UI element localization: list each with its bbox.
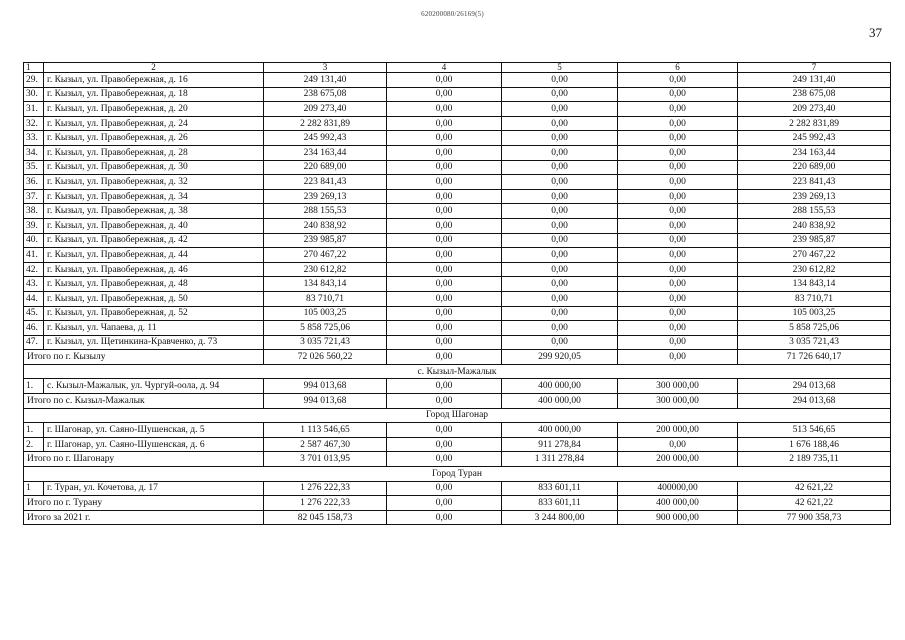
value-cell-c5: 0,00 xyxy=(502,73,618,88)
value-cell-c7: 249 131,40 xyxy=(738,73,891,88)
table-row xyxy=(24,160,891,175)
value-cell-c3: 238 675,08 xyxy=(264,87,387,102)
value-cell-c5: 0,00 xyxy=(502,321,618,336)
subtotal-label: Итого по г. Шагонару xyxy=(24,452,264,467)
column-number: 3 xyxy=(264,63,387,73)
row-number: 1 xyxy=(24,481,44,496)
value-cell-c3: 239 269,13 xyxy=(264,189,387,204)
table-row xyxy=(24,87,891,102)
table-row xyxy=(24,248,891,263)
value-cell-c3: 234 163,44 xyxy=(264,145,387,160)
value-cell-c4: 0,00 xyxy=(387,145,502,160)
value-cell-c4: 0,00 xyxy=(387,233,502,248)
address-cell: г. Шагонар, ул. Саяно-Шушенская, д. 5 xyxy=(44,423,264,438)
value-cell-c4: 0,00 xyxy=(387,87,502,102)
address-cell: г. Кызыл, ул. Правобережная, д. 34 xyxy=(44,189,264,204)
address-cell: г. Кызыл, ул. Правобережная, д. 24 xyxy=(44,116,264,131)
value-cell-c3: 240 838,92 xyxy=(264,218,387,233)
table-row xyxy=(24,321,891,336)
value-cell-c5: 0,00 xyxy=(502,189,618,204)
section-header-row xyxy=(24,364,891,379)
value-cell-c4: 0,00 xyxy=(387,306,502,321)
grand-total-value-c5: 3 244 800,00 xyxy=(502,510,618,525)
row-number: 34. xyxy=(24,145,44,160)
value-cell-c7: 239 269,13 xyxy=(738,189,891,204)
column-number: 5 xyxy=(502,63,618,73)
value-cell-c5: 0,00 xyxy=(502,277,618,292)
table-row xyxy=(24,145,891,160)
subtotal-row xyxy=(24,496,891,511)
value-cell-c5: 0,00 xyxy=(502,175,618,190)
subtotal-value-c5: 1 311 278,84 xyxy=(502,452,618,467)
subtotal-value-c6: 300 000,00 xyxy=(618,394,738,409)
value-cell-c3: 230 612,82 xyxy=(264,262,387,277)
row-number: 36. xyxy=(24,175,44,190)
value-cell-c4: 0,00 xyxy=(387,379,502,394)
value-cell-c7: 3 035 721,43 xyxy=(738,335,891,350)
grand-total-label: Итого за 2021 г. xyxy=(24,510,264,525)
subtotal-value-c5: 400 000,00 xyxy=(502,394,618,409)
table-row xyxy=(24,437,891,452)
table-row xyxy=(24,233,891,248)
value-cell-c3: 105 003,25 xyxy=(264,306,387,321)
section-title: с. Кызыл-Мажалык xyxy=(24,364,891,379)
value-cell-c3: 83 710,71 xyxy=(264,291,387,306)
value-cell-c5: 0,00 xyxy=(502,335,618,350)
grand-total-value-c4: 0,00 xyxy=(387,510,502,525)
value-cell-c7: 105 003,25 xyxy=(738,306,891,321)
row-number: 29. xyxy=(24,73,44,88)
value-cell-c4: 0,00 xyxy=(387,175,502,190)
value-cell-c4: 0,00 xyxy=(387,481,502,496)
grand-total-value-c7: 77 900 358,73 xyxy=(738,510,891,525)
table-row xyxy=(24,102,891,117)
address-cell: г. Кызыл, ул. Правобережная, д. 20 xyxy=(44,102,264,117)
value-cell-c6: 0,00 xyxy=(618,233,738,248)
subtotal-value-c4: 0,00 xyxy=(387,350,502,365)
value-cell-c3: 2 587 467,30 xyxy=(264,437,387,452)
row-number: 1. xyxy=(24,423,44,438)
value-cell-c6: 0,00 xyxy=(618,248,738,263)
row-number: 40. xyxy=(24,233,44,248)
address-cell: г. Кызыл, ул. Правобережная, д. 26 xyxy=(44,131,264,146)
address-cell: г. Кызыл, ул. Правобережная, д. 38 xyxy=(44,204,264,219)
value-cell-c5: 0,00 xyxy=(502,87,618,102)
value-cell-c4: 0,00 xyxy=(387,321,502,336)
value-cell-c6: 0,00 xyxy=(618,160,738,175)
value-cell-c6: 0,00 xyxy=(618,277,738,292)
value-cell-c5: 400 000,00 xyxy=(502,379,618,394)
table-row xyxy=(24,116,891,131)
document-id: 620200080/26169(5) xyxy=(421,10,484,18)
value-cell-c5: 0,00 xyxy=(502,233,618,248)
row-number: 31. xyxy=(24,102,44,117)
table-row xyxy=(24,291,891,306)
column-number: 7 xyxy=(738,63,891,73)
value-cell-c5: 0,00 xyxy=(502,160,618,175)
value-cell-c3: 239 985,87 xyxy=(264,233,387,248)
address-cell: г. Кызыл, ул. Правобережная, д. 48 xyxy=(44,277,264,292)
value-cell-c6: 0,00 xyxy=(618,204,738,219)
subtotal-row xyxy=(24,394,891,409)
subtotal-value-c6: 200 000,00 xyxy=(618,452,738,467)
row-number: 43. xyxy=(24,277,44,292)
value-cell-c3: 288 155,53 xyxy=(264,204,387,219)
value-cell-c3: 223 841,43 xyxy=(264,175,387,190)
value-cell-c6: 0,00 xyxy=(618,189,738,204)
table-row xyxy=(24,262,891,277)
value-cell-c3: 1 113 546,65 xyxy=(264,423,387,438)
address-cell: г. Кызыл, ул. Правобережная, д. 28 xyxy=(44,145,264,160)
row-number: 46. xyxy=(24,321,44,336)
value-cell-c5: 0,00 xyxy=(502,291,618,306)
address-cell: г. Кызыл, ул. Чапаева, д. 11 xyxy=(44,321,264,336)
subtotal-label: Итого по г. Кызылу xyxy=(24,350,264,365)
value-cell-c6: 0,00 xyxy=(618,321,738,336)
value-cell-c4: 0,00 xyxy=(387,218,502,233)
grand-total-row xyxy=(24,510,891,525)
subtotal-value-c7: 71 726 640,17 xyxy=(738,350,891,365)
table-row xyxy=(24,189,891,204)
grand-total-value-c3: 82 045 158,73 xyxy=(264,510,387,525)
value-cell-c7: 238 675,08 xyxy=(738,87,891,102)
subtotal-value-c6: 0,00 xyxy=(618,350,738,365)
address-cell: г. Кызыл, ул. Правобережная, д. 16 xyxy=(44,73,264,88)
value-cell-c7: 240 838,92 xyxy=(738,218,891,233)
value-cell-c6: 0,00 xyxy=(618,437,738,452)
value-cell-c6: 0,00 xyxy=(618,291,738,306)
subtotal-value-c3: 3 701 013,95 xyxy=(264,452,387,467)
value-cell-c5: 833 601,11 xyxy=(502,481,618,496)
value-cell-c5: 0,00 xyxy=(502,262,618,277)
value-cell-c5: 0,00 xyxy=(502,102,618,117)
row-number: 35. xyxy=(24,160,44,175)
row-number: 38. xyxy=(24,204,44,219)
table-row xyxy=(24,218,891,233)
value-cell-c6: 400000,00 xyxy=(618,481,738,496)
value-cell-c5: 0,00 xyxy=(502,145,618,160)
value-cell-c7: 1 676 188,46 xyxy=(738,437,891,452)
value-cell-c7: 134 843,14 xyxy=(738,277,891,292)
summary-table xyxy=(23,62,891,525)
subtotal-value-c7: 2 189 735,11 xyxy=(738,452,891,467)
subtotal-value-c4: 0,00 xyxy=(387,394,502,409)
value-cell-c7: 239 985,87 xyxy=(738,233,891,248)
value-cell-c4: 0,00 xyxy=(387,248,502,263)
column-number: 2 xyxy=(44,63,264,73)
value-cell-c7: 234 163,44 xyxy=(738,145,891,160)
row-number: 47. xyxy=(24,335,44,350)
address-cell: г. Туран, ул. Кочетова, д. 17 xyxy=(44,481,264,496)
value-cell-c4: 0,00 xyxy=(387,277,502,292)
value-cell-c7: 513 546,65 xyxy=(738,423,891,438)
value-cell-c3: 994 013,68 xyxy=(264,379,387,394)
value-cell-c3: 270 467,22 xyxy=(264,248,387,263)
value-cell-c3: 209 273,40 xyxy=(264,102,387,117)
value-cell-c3: 1 276 222,33 xyxy=(264,481,387,496)
row-number: 41. xyxy=(24,248,44,263)
address-cell: г. Шагонар, ул. Саяно-Шушенская, д. 6 xyxy=(44,437,264,452)
subtotal-value-c5: 299 920,05 xyxy=(502,350,618,365)
value-cell-c6: 0,00 xyxy=(618,218,738,233)
row-number: 37. xyxy=(24,189,44,204)
subtotal-label: Итого по г. Турану xyxy=(24,496,264,511)
subtotal-label: Итого по с. Кызыл-Мажалык xyxy=(24,394,264,409)
value-cell-c6: 300 000,00 xyxy=(618,379,738,394)
value-cell-c3: 3 035 721,43 xyxy=(264,335,387,350)
value-cell-c4: 0,00 xyxy=(387,335,502,350)
table-row xyxy=(24,204,891,219)
row-number: 30. xyxy=(24,87,44,102)
value-cell-c4: 0,00 xyxy=(387,160,502,175)
table-row xyxy=(24,277,891,292)
value-cell-c5: 0,00 xyxy=(502,131,618,146)
value-cell-c3: 249 131,40 xyxy=(264,73,387,88)
row-number: 2. xyxy=(24,437,44,452)
subtotal-value-c5: 833 601,11 xyxy=(502,496,618,511)
value-cell-c7: 209 273,40 xyxy=(738,102,891,117)
value-cell-c3: 220 689,00 xyxy=(264,160,387,175)
value-cell-c6: 0,00 xyxy=(618,145,738,160)
value-cell-c3: 245 992,43 xyxy=(264,131,387,146)
value-cell-c3: 2 282 831,89 xyxy=(264,116,387,131)
row-number: 39. xyxy=(24,218,44,233)
address-cell: г. Кызыл, ул. Правобережная, д. 42 xyxy=(44,233,264,248)
value-cell-c3: 5 858 725,06 xyxy=(264,321,387,336)
subtotal-row xyxy=(24,350,891,365)
address-cell: г. Кызыл, ул. Щетинкина-Кравченко, д. 73 xyxy=(44,335,264,350)
subtotal-value-c4: 0,00 xyxy=(387,496,502,511)
value-cell-c6: 0,00 xyxy=(618,175,738,190)
value-cell-c5: 0,00 xyxy=(502,248,618,263)
section-title: Город Туран xyxy=(24,467,891,482)
table-body xyxy=(24,63,891,525)
row-number: 32. xyxy=(24,116,44,131)
value-cell-c4: 0,00 xyxy=(387,189,502,204)
row-number: 44. xyxy=(24,291,44,306)
value-cell-c5: 400 000,00 xyxy=(502,423,618,438)
section-title: Город Шагонар xyxy=(24,408,891,423)
value-cell-c4: 0,00 xyxy=(387,204,502,219)
address-cell: г. Кызыл, ул. Правобережная, д. 32 xyxy=(44,175,264,190)
value-cell-c3: 134 843,14 xyxy=(264,277,387,292)
page-number: 37 xyxy=(869,25,882,40)
value-cell-c6: 0,00 xyxy=(618,131,738,146)
value-cell-c4: 0,00 xyxy=(387,291,502,306)
column-number: 4 xyxy=(387,63,502,73)
value-cell-c6: 200 000,00 xyxy=(618,423,738,438)
table-row xyxy=(24,175,891,190)
value-cell-c4: 0,00 xyxy=(387,102,502,117)
grand-total-value-c6: 900 000,00 xyxy=(618,510,738,525)
subtotal-value-c6: 400 000,00 xyxy=(618,496,738,511)
value-cell-c4: 0,00 xyxy=(387,262,502,277)
value-cell-c5: 911 278,84 xyxy=(502,437,618,452)
value-cell-c7: 270 467,22 xyxy=(738,248,891,263)
table-row xyxy=(24,73,891,88)
value-cell-c7: 83 710,71 xyxy=(738,291,891,306)
table-row xyxy=(24,481,891,496)
value-cell-c6: 0,00 xyxy=(618,102,738,117)
row-number: 42. xyxy=(24,262,44,277)
value-cell-c7: 2 282 831,89 xyxy=(738,116,891,131)
table-row xyxy=(24,306,891,321)
value-cell-c7: 230 612,82 xyxy=(738,262,891,277)
value-cell-c7: 220 689,00 xyxy=(738,160,891,175)
value-cell-c5: 0,00 xyxy=(502,306,618,321)
value-cell-c4: 0,00 xyxy=(387,131,502,146)
value-cell-c7: 288 155,53 xyxy=(738,204,891,219)
value-cell-c4: 0,00 xyxy=(387,116,502,131)
subtotal-value-c4: 0,00 xyxy=(387,452,502,467)
value-cell-c6: 0,00 xyxy=(618,262,738,277)
value-cell-c7: 223 841,43 xyxy=(738,175,891,190)
address-cell: г. Кызыл, ул. Правобережная, д. 18 xyxy=(44,87,264,102)
value-cell-c7: 5 858 725,06 xyxy=(738,321,891,336)
value-cell-c5: 0,00 xyxy=(502,218,618,233)
column-number-row xyxy=(24,63,891,73)
column-number: 6 xyxy=(618,63,738,73)
value-cell-c6: 0,00 xyxy=(618,306,738,321)
table-row xyxy=(24,379,891,394)
section-header-row xyxy=(24,408,891,423)
address-cell: г. Кызыл, ул. Правобережная, д. 52 xyxy=(44,306,264,321)
row-number: 33. xyxy=(24,131,44,146)
row-number: 45. xyxy=(24,306,44,321)
subtotal-value-c7: 294 013,68 xyxy=(738,394,891,409)
address-cell: г. Кызыл, ул. Правобережная, д. 46 xyxy=(44,262,264,277)
value-cell-c4: 0,00 xyxy=(387,423,502,438)
value-cell-c5: 0,00 xyxy=(502,204,618,219)
value-cell-c4: 0,00 xyxy=(387,437,502,452)
address-cell: с. Кызыл-Мажалык, ул. Чургуй-оола, д. 94 xyxy=(44,379,264,394)
subtotal-row xyxy=(24,452,891,467)
subtotal-value-c3: 72 026 560,22 xyxy=(264,350,387,365)
value-cell-c7: 294 013,68 xyxy=(738,379,891,394)
table-row xyxy=(24,335,891,350)
value-cell-c7: 42 621,22 xyxy=(738,481,891,496)
subtotal-value-c3: 1 276 222,33 xyxy=(264,496,387,511)
value-cell-c6: 0,00 xyxy=(618,73,738,88)
value-cell-c7: 245 992,43 xyxy=(738,131,891,146)
address-cell: г. Кызыл, ул. Правобережная, д. 40 xyxy=(44,218,264,233)
address-cell: г. Кызыл, ул. Правобережная, д. 44 xyxy=(44,248,264,263)
value-cell-c6: 0,00 xyxy=(618,116,738,131)
value-cell-c6: 0,00 xyxy=(618,335,738,350)
value-cell-c4: 0,00 xyxy=(387,73,502,88)
address-cell: г. Кызыл, ул. Правобережная, д. 30 xyxy=(44,160,264,175)
subtotal-value-c7: 42 621,22 xyxy=(738,496,891,511)
row-number: 1. xyxy=(24,379,44,394)
value-cell-c6: 0,00 xyxy=(618,87,738,102)
subtotal-value-c3: 994 013,68 xyxy=(264,394,387,409)
column-number: 1 xyxy=(24,63,44,73)
address-cell: г. Кызыл, ул. Правобережная, д. 50 xyxy=(44,291,264,306)
table-row xyxy=(24,423,891,438)
value-cell-c5: 0,00 xyxy=(502,116,618,131)
table-row xyxy=(24,131,891,146)
section-header-row xyxy=(24,467,891,482)
